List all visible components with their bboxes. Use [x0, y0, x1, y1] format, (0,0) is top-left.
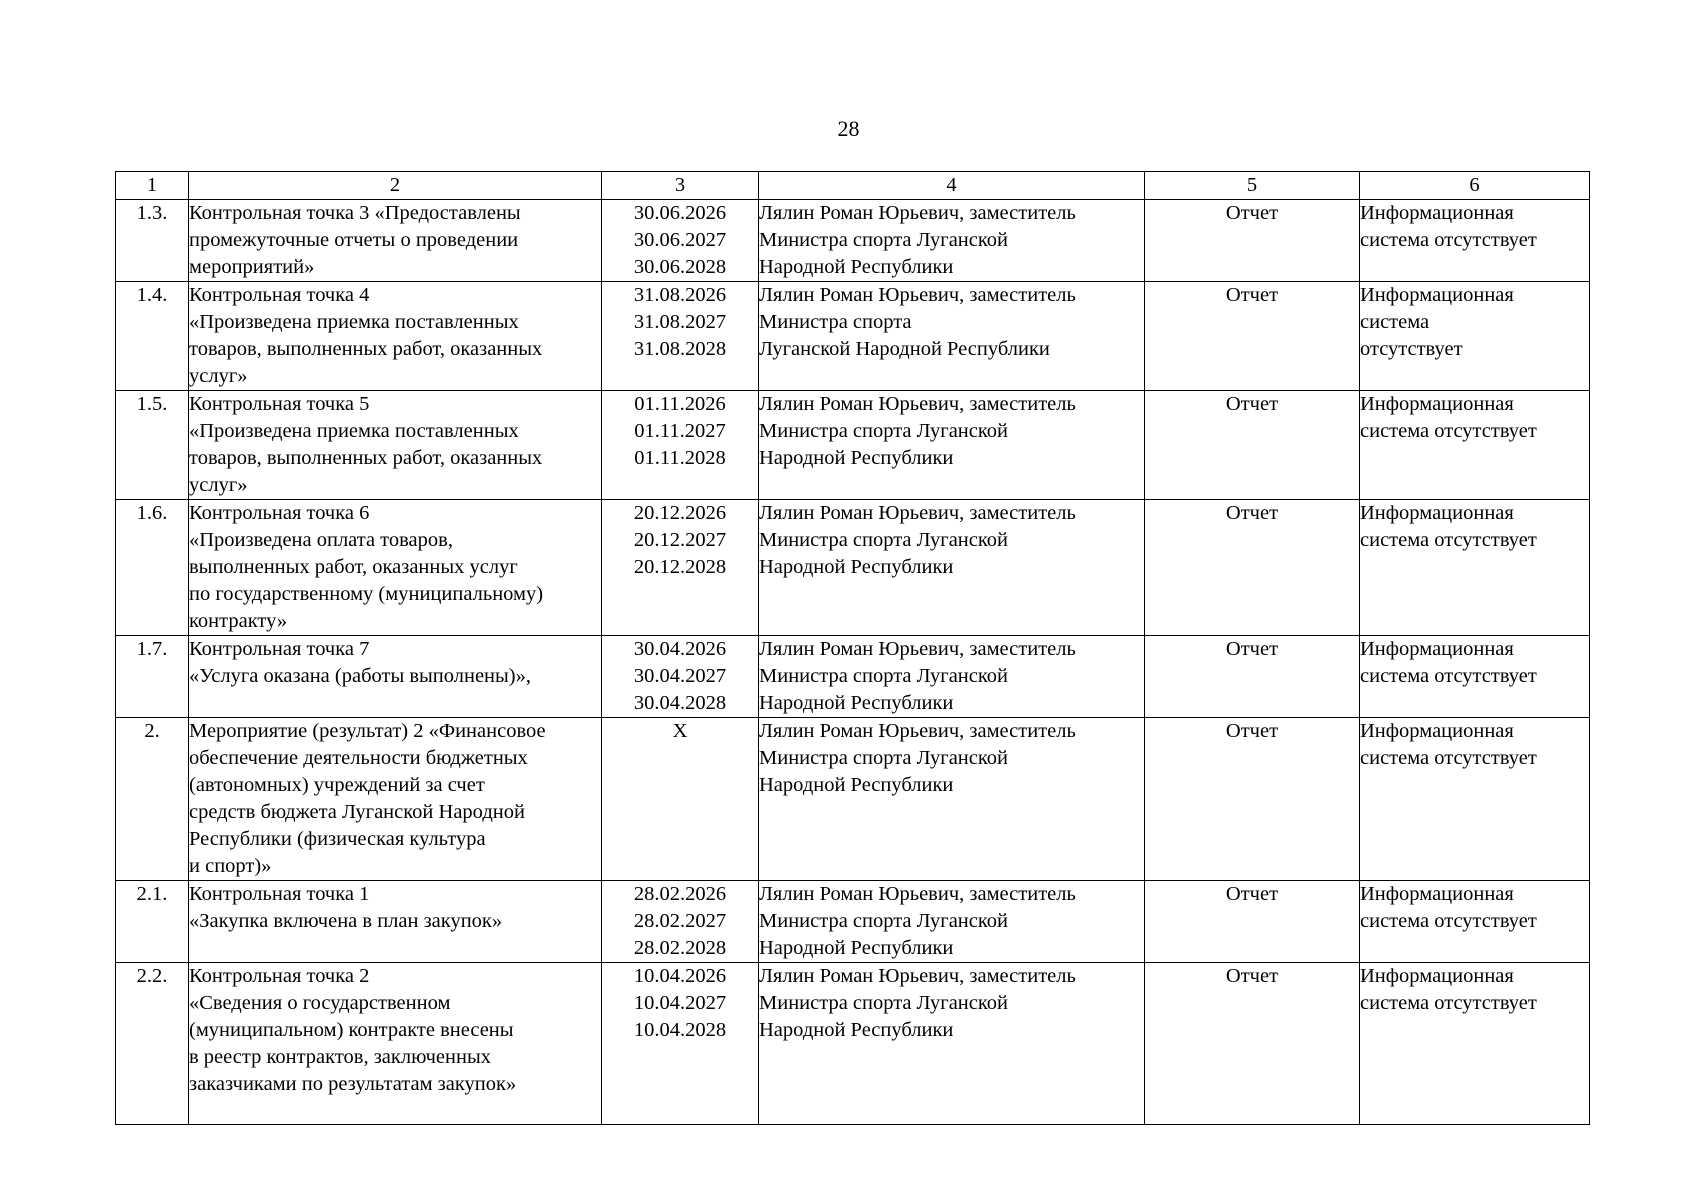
- table-body: [116, 200, 1590, 1125]
- control-point-name: [189, 881, 602, 963]
- deadline-dates-line: 28.02.2026: [633, 883, 727, 905]
- row-number: 2.2.: [116, 963, 189, 1125]
- information-system-line: Информационная: [1360, 202, 1514, 224]
- information-system-line: система отсутствует: [1360, 420, 1537, 442]
- control-point-name-line: Контрольная точка 3 «Предоставлены: [189, 202, 521, 224]
- confirming-document: Отчет: [1145, 391, 1360, 500]
- information-system-line: система отсутствует: [1360, 992, 1537, 1014]
- control-point-name-line: «Произведена приемка поставленных: [189, 420, 519, 442]
- responsible-person-line: Народной Республики: [759, 256, 954, 278]
- responsible-person-line: Лялин Роман Юрьевич, заместитель: [759, 202, 1076, 224]
- control-point-name-line: «Произведена оплата товаров,: [189, 529, 453, 551]
- confirming-document: Отчет: [1145, 500, 1360, 636]
- deadline-dates-line: 31.08.2026: [633, 284, 727, 306]
- control-point-name-line: Контрольная точка 6: [189, 502, 370, 524]
- deadline-dates-line: 20.12.2026: [633, 502, 727, 524]
- deadline-dates: [602, 636, 759, 718]
- deadline-dates-line: 30.04.2028: [633, 692, 727, 714]
- deadline-dates-line: 01.11.2027: [634, 420, 726, 442]
- deadline-dates-line: 31.08.2027: [633, 311, 727, 333]
- table-header-row: [116, 172, 1590, 200]
- control-point-name-line: промежуточные отчеты о проведении: [189, 229, 519, 251]
- responsible-person: [759, 963, 1145, 1125]
- information-system: [1360, 718, 1590, 881]
- control-point-name-line: Контрольная точка 2: [189, 965, 370, 987]
- responsible-person-line: Луганской Народной Республики: [759, 338, 1050, 360]
- deadline-dates-line: 01.11.2026: [634, 393, 726, 415]
- control-point-name-line: выполненных работ, оказанных услуг: [189, 556, 518, 578]
- control-points-table: [115, 171, 1590, 1125]
- control-point-name-line: (муниципальном) контракте внесены: [189, 1019, 514, 1041]
- control-point-name-line: и спорт)»: [189, 855, 272, 877]
- information-system-line: система отсутствует: [1360, 529, 1537, 551]
- control-point-name-line: товаров, выполненных работ, оказанных: [189, 447, 543, 469]
- header-col-3: 3: [602, 172, 759, 200]
- information-system-line: Информационная: [1360, 393, 1514, 415]
- row-number: 1.5.: [116, 391, 189, 500]
- responsible-person-line: Министра спорта Луганской: [759, 992, 1009, 1014]
- control-point-name-line: товаров, выполненных работ, оказанных: [189, 338, 543, 360]
- control-point-name-line: средств бюджета Луганской Народной: [189, 801, 525, 823]
- deadline-dates: [602, 963, 759, 1125]
- control-point-name-line: Мероприятие (результат) 2 «Финансовое: [189, 720, 546, 742]
- header-col-1: 1: [116, 172, 189, 200]
- responsible-person: [759, 282, 1145, 391]
- information-system: [1360, 282, 1590, 391]
- confirming-document: Отчет: [1145, 881, 1360, 963]
- table-row: [116, 963, 1590, 1125]
- responsible-person: [759, 391, 1145, 500]
- responsible-person-line: Министра спорта Луганской: [759, 420, 1009, 442]
- deadline-dates: [602, 718, 759, 881]
- control-point-name-line: мероприятий»: [189, 256, 315, 278]
- deadline-dates-line: 01.11.2028: [634, 447, 726, 469]
- deadline-dates-line: 28.02.2027: [633, 910, 727, 932]
- table-row: [116, 282, 1590, 391]
- confirming-document: Отчет: [1145, 718, 1360, 881]
- table-row: [116, 391, 1590, 500]
- row-number: 1.6.: [116, 500, 189, 636]
- responsible-person-line: Лялин Роман Юрьевич, заместитель: [759, 284, 1076, 306]
- row-number: 1.4.: [116, 282, 189, 391]
- information-system: [1360, 636, 1590, 718]
- responsible-person-line: Народной Республики: [759, 774, 954, 796]
- deadline-dates-line: 30.06.2026: [633, 202, 727, 224]
- information-system-line: Информационная: [1360, 965, 1514, 987]
- control-point-name-line: Республики (физическая культура: [189, 828, 486, 850]
- information-system-line: Информационная: [1360, 883, 1514, 905]
- control-point-name-line: заказчиками по результатам закупок»: [189, 1073, 517, 1095]
- control-point-name-line: в реестр контрактов, заключенных: [189, 1046, 491, 1068]
- information-system-line: система отсутствует: [1360, 747, 1537, 769]
- responsible-person-line: Народной Республики: [759, 1019, 954, 1041]
- information-system-line: система отсутствует: [1360, 229, 1537, 251]
- row-number: 1.7.: [116, 636, 189, 718]
- header-col-5: 5: [1145, 172, 1360, 200]
- responsible-person-line: Лялин Роман Юрьевич, заместитель: [759, 720, 1076, 742]
- control-point-name-line: услуг»: [189, 474, 248, 496]
- deadline-dates: [602, 391, 759, 500]
- information-system-line: Информационная: [1360, 720, 1514, 742]
- deadline-dates-line: 30.06.2027: [633, 229, 727, 251]
- control-point-name-line: (автономных) учреждений за счет: [189, 774, 485, 796]
- information-system-line: система отсутствует: [1360, 665, 1537, 687]
- control-point-name: [189, 636, 602, 718]
- control-point-name-line: Контрольная точка 7: [189, 638, 370, 660]
- control-point-name: [189, 500, 602, 636]
- information-system: [1360, 881, 1590, 963]
- control-point-name-line: Контрольная точка 4: [189, 284, 370, 306]
- control-point-name-line: «Услуга оказана (работы выполнены)»,: [189, 665, 531, 687]
- information-system-line: Информационная: [1360, 638, 1514, 660]
- responsible-person: [759, 200, 1145, 282]
- table-row: [116, 500, 1590, 636]
- control-point-name: [189, 282, 602, 391]
- responsible-person-line: Лялин Роман Юрьевич, заместитель: [759, 502, 1076, 524]
- row-number: 1.3.: [116, 200, 189, 282]
- confirming-document: Отчет: [1145, 200, 1360, 282]
- deadline-dates-line: 31.08.2028: [633, 338, 727, 360]
- information-system: [1360, 963, 1590, 1125]
- deadline-dates-line: 10.04.2026: [633, 965, 727, 987]
- responsible-person: [759, 881, 1145, 963]
- control-point-name-line: контракту»: [189, 610, 288, 632]
- page-number: 28: [837, 116, 860, 141]
- table-row: [116, 200, 1590, 282]
- control-point-name-line: по государственному (муниципальному): [189, 583, 544, 605]
- control-point-name-line: Контрольная точка 1: [189, 883, 370, 905]
- control-point-name: [189, 963, 602, 1125]
- information-system-line: Информационная: [1360, 284, 1514, 306]
- information-system: [1360, 200, 1590, 282]
- information-system-line: система: [1360, 311, 1430, 333]
- confirming-document: Отчет: [1145, 636, 1360, 718]
- deadline-dates: [602, 282, 759, 391]
- responsible-person-line: Лялин Роман Юрьевич, заместитель: [759, 393, 1076, 415]
- deadline-dates: [602, 200, 759, 282]
- control-point-name-line: «Сведения о государственном: [189, 992, 451, 1014]
- header-col-6: 6: [1360, 172, 1590, 200]
- deadline-dates: [602, 500, 759, 636]
- row-number: 2.: [116, 718, 189, 881]
- information-system-line: Информационная: [1360, 502, 1514, 524]
- information-system-line: система отсутствует: [1360, 910, 1537, 932]
- confirming-document: Отчет: [1145, 282, 1360, 391]
- deadline-dates-line: 30.06.2028: [633, 256, 727, 278]
- header-col-2: 2: [189, 172, 602, 200]
- control-point-name: [189, 391, 602, 500]
- responsible-person-line: Лялин Роман Юрьевич, заместитель: [759, 965, 1076, 987]
- control-point-name-line: обеспечение деятельности бюджетных: [189, 747, 528, 769]
- table-row: [116, 718, 1590, 881]
- information-system: [1360, 500, 1590, 636]
- responsible-person-line: Народной Республики: [759, 692, 954, 714]
- deadline-dates-line: 20.12.2027: [633, 529, 727, 551]
- responsible-person-line: Народной Республики: [759, 556, 954, 578]
- responsible-person-line: Народной Республики: [759, 447, 954, 469]
- control-point-name-line: «Произведена приемка поставленных: [189, 311, 519, 333]
- deadline-dates-line: 10.04.2028: [633, 1019, 727, 1041]
- control-point-name: [189, 200, 602, 282]
- responsible-person-line: Министра спорта Луганской: [759, 529, 1009, 551]
- responsible-person-line: Министра спорта Луганской: [759, 747, 1009, 769]
- deadline-dates-line: 30.04.2026: [633, 638, 727, 660]
- deadline-dates-line: 30.04.2027: [633, 665, 727, 687]
- information-system-line: отсутствует: [1360, 338, 1463, 360]
- control-point-name: [189, 718, 602, 881]
- control-point-name-line: «Закупка включена в план закупок»: [189, 910, 503, 932]
- deadline-dates: [602, 881, 759, 963]
- responsible-person-line: Министра спорта: [759, 311, 912, 333]
- control-point-name-line: услуг»: [189, 365, 248, 387]
- deadline-dates-line: X: [672, 720, 688, 742]
- confirming-document: Отчет: [1145, 963, 1360, 1125]
- deadline-dates-line: 10.04.2027: [633, 992, 727, 1014]
- responsible-person: [759, 500, 1145, 636]
- information-system: [1360, 391, 1590, 500]
- responsible-person-line: Лялин Роман Юрьевич, заместитель: [759, 883, 1076, 905]
- responsible-person: [759, 718, 1145, 881]
- header-col-4: 4: [759, 172, 1145, 200]
- deadline-dates-line: 28.02.2028: [633, 937, 727, 959]
- control-point-name-line: Контрольная точка 5: [189, 393, 370, 415]
- responsible-person-line: Министра спорта Луганской: [759, 910, 1009, 932]
- responsible-person: [759, 636, 1145, 718]
- table-row: [116, 636, 1590, 718]
- responsible-person-line: Министра спорта Луганской: [759, 665, 1009, 687]
- responsible-person-line: Лялин Роман Юрьевич, заместитель: [759, 638, 1076, 660]
- responsible-person-line: Министра спорта Луганской: [759, 229, 1009, 251]
- responsible-person-line: Народной Республики: [759, 937, 954, 959]
- deadline-dates-line: 20.12.2028: [633, 556, 727, 578]
- table-row: [116, 881, 1590, 963]
- row-number: 2.1.: [116, 881, 189, 963]
